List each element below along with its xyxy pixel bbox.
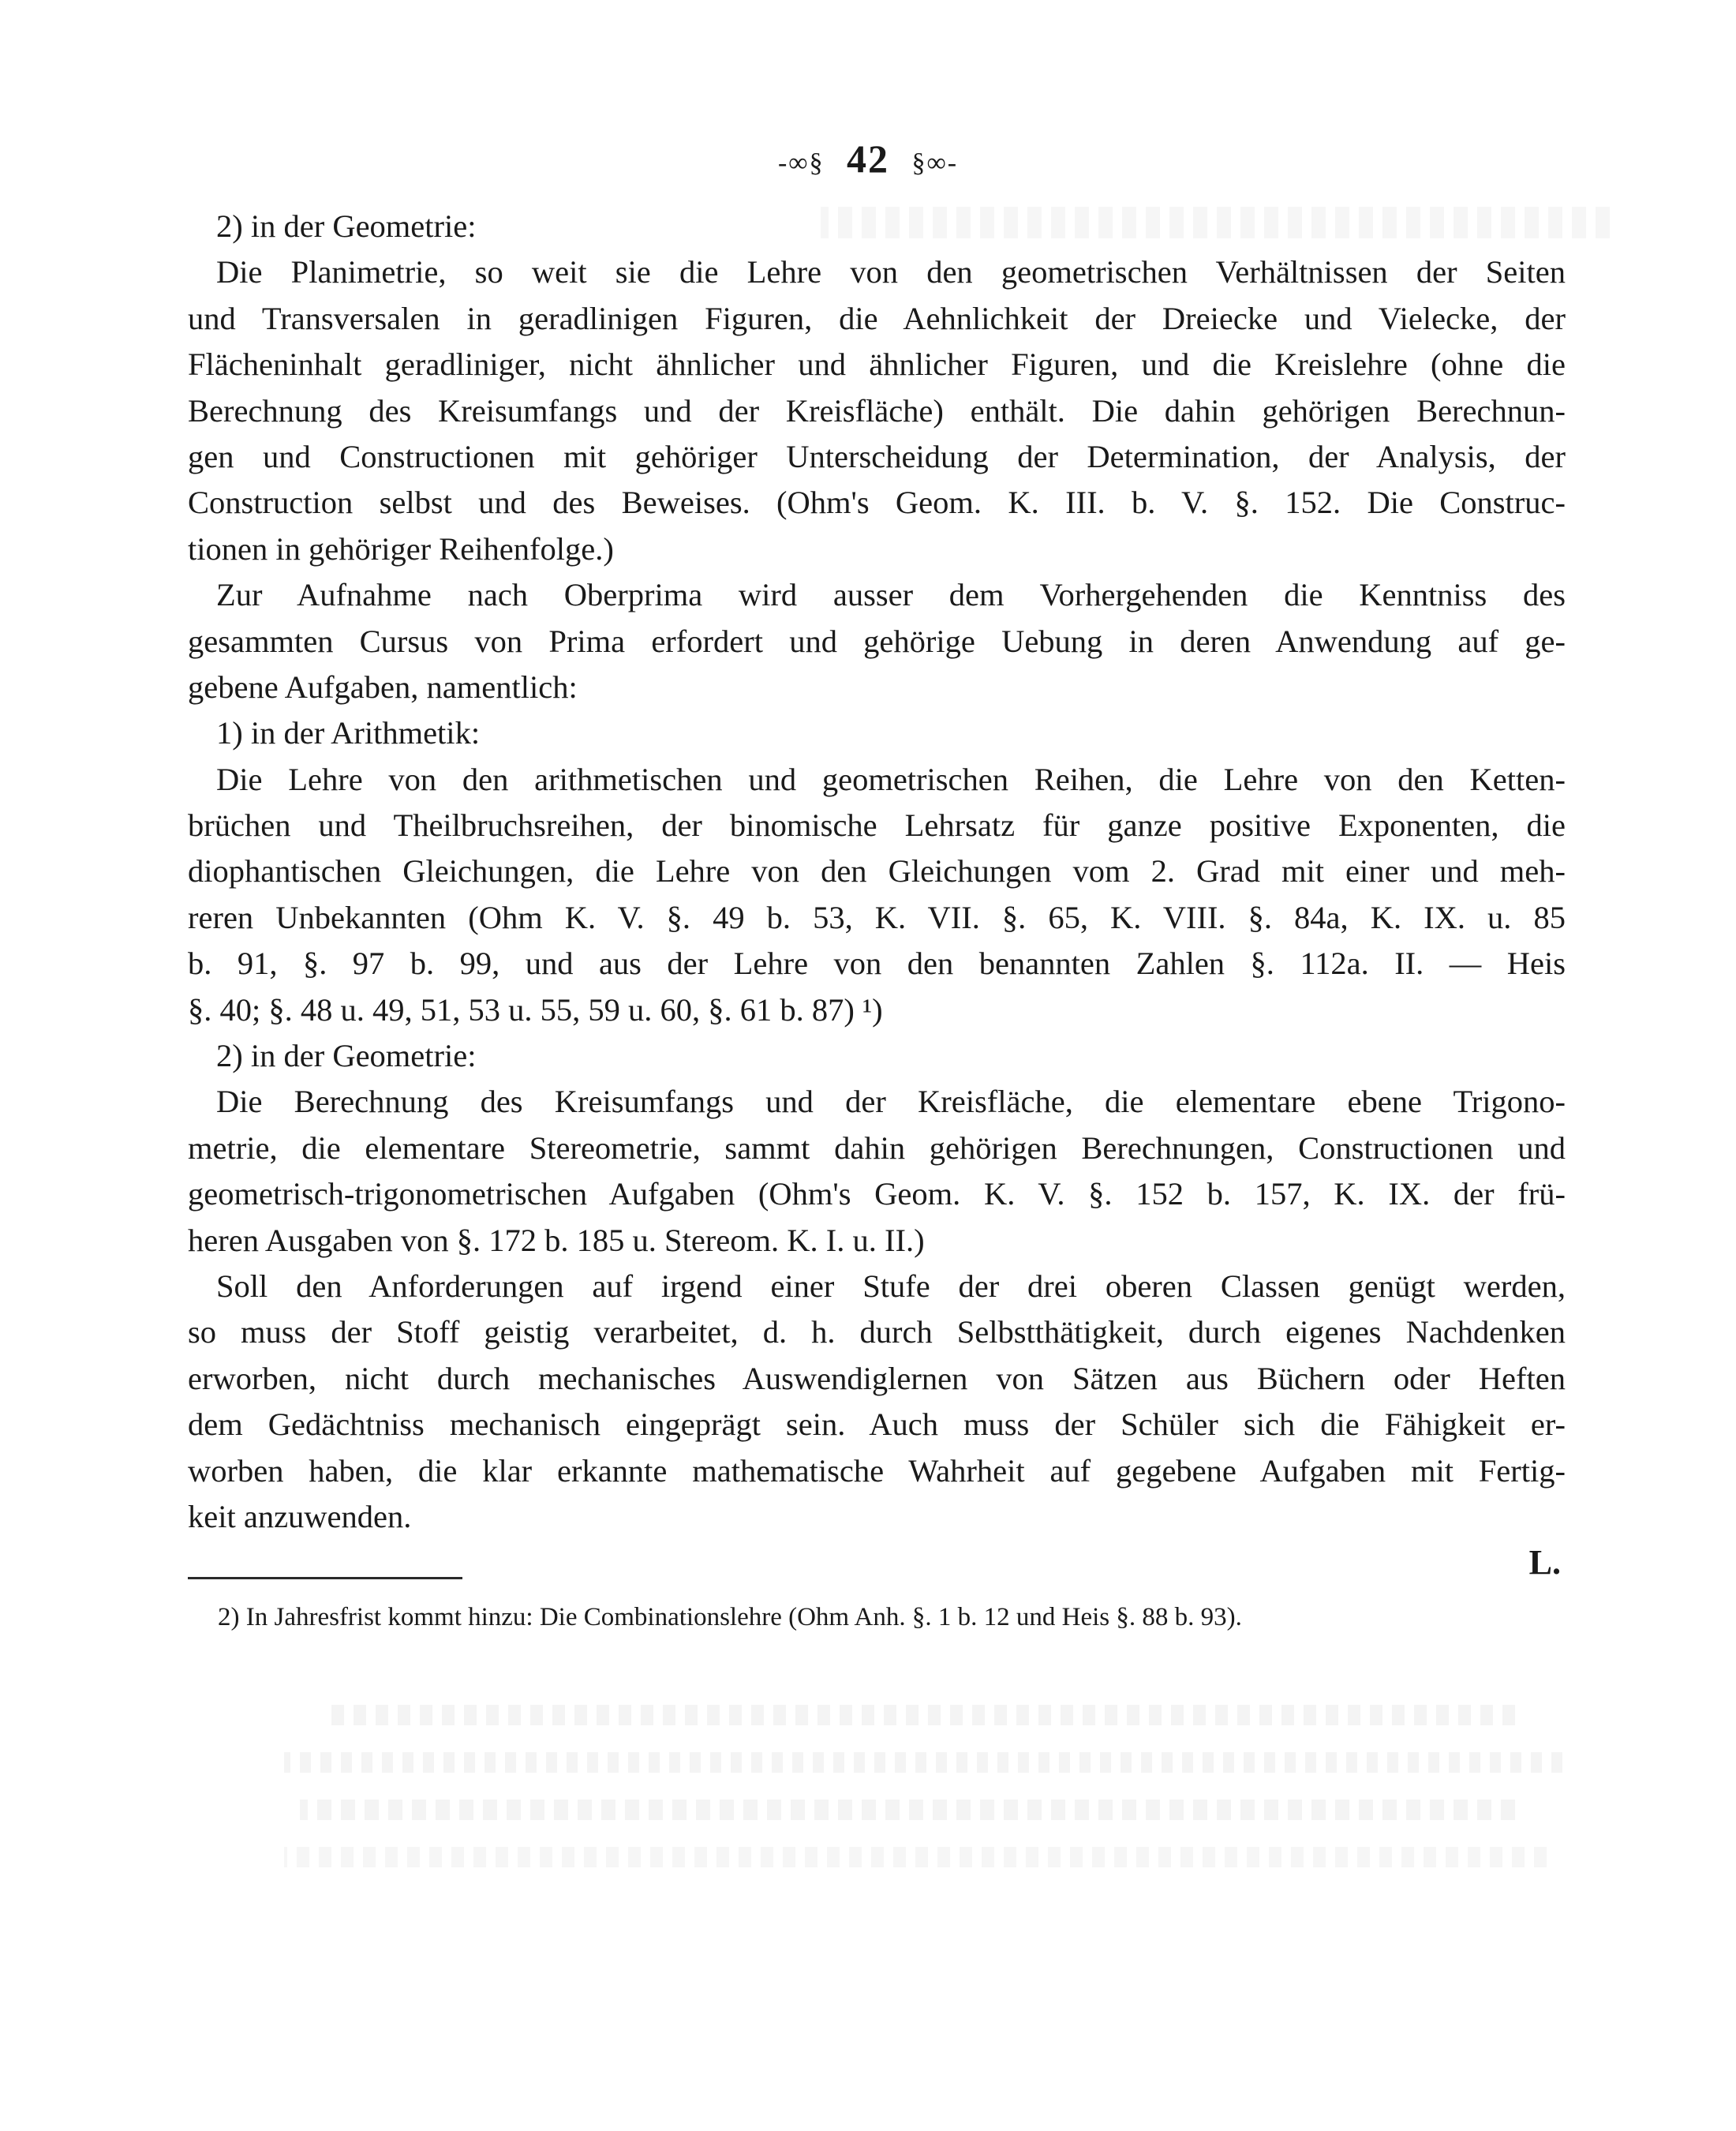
text-line: heren Ausgaben von §. 172 b. 185 u. Stereom. K. I. u. II.) — [188, 1222, 925, 1258]
bleed-through-mark — [331, 1705, 1515, 1725]
text-line: keit anzuwenden. — [188, 1498, 412, 1534]
text-line: 2) in der Geometrie: — [216, 208, 477, 244]
text-line: Flächeninhalt geradliniger, nicht ähnlicher und ähnlicher Figuren, und die Kreislehre (ohne die — [188, 346, 1566, 383]
text-line: brüchen und Theilbruchsreihen, der binomische Lehrsatz für ganze positive Exponenten, die — [188, 807, 1566, 844]
header-ornament-left: -∞§ — [777, 148, 825, 178]
text-line: Die Planimetrie, so weit sie die Lehre von den geometrischen Verhältnissen der Seiten — [216, 254, 1566, 290]
text-line: Die Berechnung des Kreisumfangs und der Kreisfläche, die elementare ebene Trigono- — [216, 1084, 1566, 1120]
text-line: tionen in gehöriger Reihenfolge.) — [188, 530, 614, 567]
text-line: Soll den Anforderungen auf irgend einer Stufe der drei oberen Classen genügt werden, — [216, 1268, 1566, 1304]
text-line: b. 91, §. 97 b. 99, und aus der Lehre von den benannten Zahlen §. 112a. II. — Heis — [188, 946, 1566, 982]
text-line: diophantischen Gleichungen, die Lehre von den Gleichungen vom 2. Grad mit einer und meh- — [188, 853, 1566, 889]
signature: L. — [1528, 1543, 1561, 1582]
text-line: geometrisch-trigonometrischen Aufgaben (Ohm's Geom. K. V. §. 152 b. 157, K. IX. der frü- — [188, 1176, 1566, 1212]
text-line: §. 40; §. 48 u. 49, 51, 53 u. 55, 59 u. 60, §. 61 b. 87) ¹) — [188, 991, 883, 1028]
footnote: 2) In Jahresfrist kommt hinzu: Die Combinationslehre (Ohm Anh. §. 1 b. 12 und Heis §. 88 b. 93). — [218, 1603, 1242, 1631]
text-line: metrie, die elementare Stereometrie, sammt dahin gehörigen Berechnungen, Constructionen und — [188, 1129, 1566, 1166]
text-line: dem Gedächtniss mechanisch eingeprägt sein. Auch muss der Schüler sich die Fähigkeit er- — [188, 1406, 1566, 1443]
page-body — [188, 204, 1566, 1586]
text-line: gesammten Cursus von Prima erfordert und gehörige Uebung in deren Anwendung auf ge- — [188, 623, 1566, 659]
text-line: so muss der Stoff geistig verarbeitet, d. h. durch Selbstthätigkeit, durch eigenes Nachdenken — [188, 1314, 1566, 1350]
text-line: 1) in der Arithmetik: — [216, 715, 481, 751]
header-ornament-right: §∞- — [911, 148, 959, 178]
text-line: reren Unbekannten (Ohm K. V. §. 49 b. 53, K. VII. §. 65, K. VIII. §. 84a, K. IX. u. 85 — [188, 899, 1566, 935]
text-line: Die Lehre von den arithmetischen und geometrischen Reihen, die Lehre von den Ketten- — [216, 761, 1566, 797]
text-line: 2) in der Geometrie: — [216, 1038, 477, 1074]
text-line: erworben, nicht durch mechanisches Auswendiglernen von Sätzen aus Büchern oder Heften — [188, 1360, 1566, 1396]
text-line: Construction selbst und des Beweises. (Ohm's Geom. K. III. b. V. §. 152. Die Construc- — [188, 485, 1566, 521]
text-line: und Transversalen in geradlinigen Figuren, die Aehnlichkeit der Dreiecke und Vielecke, der — [188, 300, 1566, 336]
text-line: Berechnung des Kreisumfangs und der Kreisfläche) enthält. Die dahin gehörigen Berechnun- — [188, 392, 1566, 429]
page-number: 42 — [847, 137, 889, 181]
bleed-through-mark — [284, 1847, 1547, 1867]
bleed-through-mark — [284, 1752, 1562, 1773]
text-line: Zur Aufnahme nach Oberprima wird ausser dem Vorhergehenden die Kenntniss des — [216, 577, 1566, 613]
page-header — [0, 136, 1736, 182]
text-line: gen und Constructionen mit gehöriger Unterscheidung der Determination, der Analysis, der — [188, 438, 1566, 474]
footnote-divider — [188, 1577, 462, 1579]
text-line: gebene Aufgaben, namentlich: — [188, 669, 578, 705]
text-line: worben haben, die klar erkannte mathematische Wahrheit auf gegebene Aufgaben mit Fertig- — [188, 1452, 1566, 1489]
bleed-through-mark — [300, 1800, 1515, 1820]
